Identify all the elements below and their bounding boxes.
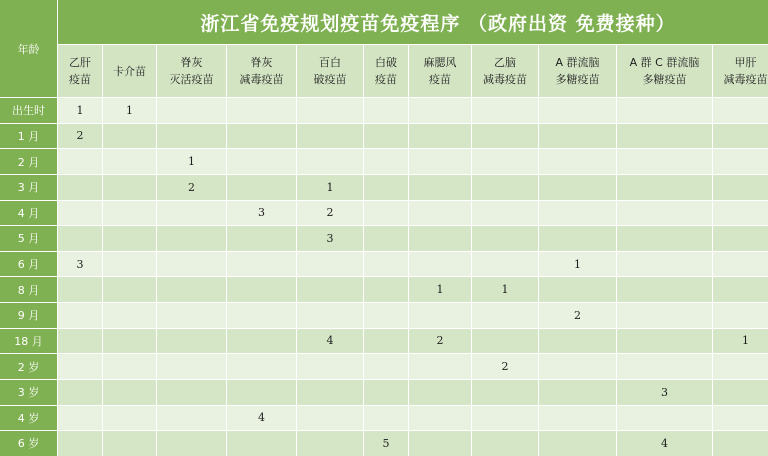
vaccine-name-line2: 破疫苗 <box>313 73 347 86</box>
dose-cell <box>58 201 102 226</box>
dose-cell <box>617 252 712 277</box>
dose-cell <box>472 329 538 354</box>
dose-cell <box>364 226 408 251</box>
dose-cell <box>364 354 408 379</box>
vaccine-column-header <box>364 45 408 97</box>
dose-cell <box>103 431 156 456</box>
dose-cell <box>103 124 156 149</box>
dose-cell <box>364 252 408 277</box>
dose-cell <box>103 149 156 174</box>
dose-cell <box>409 406 471 431</box>
dose-cell <box>58 226 102 251</box>
dose-cell <box>539 277 616 302</box>
dose-cell <box>103 252 156 277</box>
dose-cell <box>472 98 538 123</box>
dose-cell <box>364 329 408 354</box>
dose-cell <box>364 406 408 431</box>
dose-cell <box>472 201 538 226</box>
vaccine-name-line1: 脊灰 <box>250 56 273 69</box>
dose-cell <box>409 98 471 123</box>
dose-cell <box>157 406 226 431</box>
dose-cell <box>297 431 363 456</box>
dose-cell <box>409 252 471 277</box>
dose-cell <box>617 303 712 328</box>
age-label: 8 月 <box>0 277 57 302</box>
dose-cell <box>617 175 712 200</box>
dose-cell <box>539 329 616 354</box>
dose-cell <box>58 303 102 328</box>
age-label: 5 月 <box>0 226 57 251</box>
dose-cell <box>409 201 471 226</box>
dose-cell <box>58 406 102 431</box>
dose-cell <box>58 149 102 174</box>
dose-cell <box>539 175 616 200</box>
age-column-header: 年龄 <box>0 0 57 97</box>
vaccine-column-header <box>157 45 226 97</box>
dose-cell: 1 <box>58 98 102 123</box>
dose-cell <box>364 149 408 174</box>
age-label: 2 月 <box>0 149 57 174</box>
dose-cell <box>157 124 226 149</box>
dose-cell <box>103 303 156 328</box>
dose-cell <box>58 329 102 354</box>
vaccine-column-header <box>539 45 616 97</box>
dose-cell <box>713 354 768 379</box>
age-label: 4 岁 <box>0 406 57 431</box>
dose-cell <box>713 201 768 226</box>
vaccine-column-header <box>58 45 102 97</box>
dose-cell <box>617 406 712 431</box>
dose-cell <box>103 175 156 200</box>
dose-cell <box>472 303 538 328</box>
dose-cell: 1 <box>157 149 226 174</box>
dose-cell: 1 <box>713 329 768 354</box>
dose-cell <box>539 149 616 174</box>
dose-cell <box>297 124 363 149</box>
dose-cell: 1 <box>539 252 616 277</box>
dose-cell <box>364 380 408 405</box>
dose-cell <box>157 226 226 251</box>
dose-cell <box>617 201 712 226</box>
age-label: 2 岁 <box>0 354 57 379</box>
dose-cell <box>539 354 616 379</box>
dose-cell <box>472 124 538 149</box>
vaccine-name-line2: 灭活疫苗 <box>169 73 214 86</box>
dose-cell <box>617 329 712 354</box>
vaccine-name-line1: A 群流脑 <box>555 56 600 69</box>
dose-cell <box>713 175 768 200</box>
dose-cell <box>227 431 296 456</box>
age-label: 18 月 <box>0 329 57 354</box>
dose-cell <box>472 175 538 200</box>
dose-cell <box>472 380 538 405</box>
vaccine-name-line2: 减毒疫苗 <box>723 73 768 86</box>
vaccine-name-line2: 多糖疫苗 <box>642 73 687 86</box>
dose-cell <box>617 226 712 251</box>
dose-cell <box>227 175 296 200</box>
dose-cell <box>227 252 296 277</box>
dose-cell <box>472 226 538 251</box>
dose-cell <box>539 431 616 456</box>
dose-cell <box>58 175 102 200</box>
vaccine-name-line1: 百白 <box>319 56 341 69</box>
dose-cell <box>472 252 538 277</box>
vaccine-name-line2: 疫苗 <box>375 73 397 86</box>
dose-cell <box>617 149 712 174</box>
dose-cell: 4 <box>297 329 363 354</box>
dose-cell: 1 <box>103 98 156 123</box>
dose-cell <box>713 431 768 456</box>
dose-cell <box>713 149 768 174</box>
vaccine-name-line2: 减毒疫苗 <box>483 73 527 86</box>
dose-cell <box>472 406 538 431</box>
dose-cell <box>297 354 363 379</box>
dose-cell: 2 <box>539 303 616 328</box>
dose-cell <box>227 226 296 251</box>
dose-cell <box>157 303 226 328</box>
vaccine-column-header <box>713 45 768 97</box>
age-label: 3 月 <box>0 175 57 200</box>
dose-cell <box>297 98 363 123</box>
dose-cell <box>58 380 102 405</box>
dose-cell <box>713 226 768 251</box>
dose-cell: 1 <box>297 175 363 200</box>
dose-cell <box>617 98 712 123</box>
dose-cell: 2 <box>297 201 363 226</box>
dose-cell <box>713 303 768 328</box>
vaccine-name-line2: 多糖疫苗 <box>555 73 600 86</box>
vaccine-column-header <box>227 45 296 97</box>
vaccine-column-header <box>617 45 712 97</box>
dose-cell <box>409 431 471 456</box>
dose-cell <box>227 124 296 149</box>
dose-cell <box>297 380 363 405</box>
dose-cell <box>364 201 408 226</box>
vaccine-name-line2: 疫苗 <box>69 73 91 86</box>
vaccine-column-header <box>297 45 363 97</box>
dose-cell: 3 <box>58 252 102 277</box>
vaccine-column-header <box>103 45 156 97</box>
dose-cell <box>409 175 471 200</box>
dose-cell <box>409 354 471 379</box>
dose-cell <box>409 124 471 149</box>
dose-cell <box>103 277 156 302</box>
vaccine-name-line1: 乙脑 <box>494 56 516 69</box>
vaccine-name-line1: A 群 C 群流脑 <box>629 56 700 69</box>
dose-cell <box>539 406 616 431</box>
vaccine-column-header <box>472 45 538 97</box>
dose-cell <box>157 201 226 226</box>
dose-cell <box>103 406 156 431</box>
dose-cell <box>713 277 768 302</box>
dose-cell: 1 <box>409 277 471 302</box>
dose-cell: 3 <box>227 201 296 226</box>
dose-cell <box>409 226 471 251</box>
dose-cell <box>58 354 102 379</box>
dose-cell: 2 <box>58 124 102 149</box>
dose-cell <box>409 149 471 174</box>
vaccine-name-line1: 甲肝 <box>734 56 757 69</box>
dose-cell <box>227 98 296 123</box>
dose-cell: 2 <box>472 354 538 379</box>
dose-cell: 2 <box>157 175 226 200</box>
dose-cell <box>617 354 712 379</box>
dose-cell <box>227 354 296 379</box>
vaccine-name-line2: 减毒疫苗 <box>239 73 284 86</box>
vaccine-name-line1: 白破 <box>375 56 397 69</box>
dose-cell <box>157 329 226 354</box>
dose-cell <box>364 98 408 123</box>
dose-cell <box>364 303 408 328</box>
dose-cell <box>539 201 616 226</box>
dose-cell <box>539 124 616 149</box>
dose-cell <box>364 175 408 200</box>
dose-cell: 4 <box>617 431 712 456</box>
dose-cell <box>364 277 408 302</box>
dose-cell <box>297 277 363 302</box>
dose-cell <box>409 380 471 405</box>
dose-cell <box>472 431 538 456</box>
age-label: 6 岁 <box>0 431 57 456</box>
dose-cell: 3 <box>617 380 712 405</box>
dose-cell <box>103 226 156 251</box>
age-label: 9 月 <box>0 303 57 328</box>
dose-cell <box>713 124 768 149</box>
dose-cell: 5 <box>364 431 408 456</box>
dose-cell <box>713 252 768 277</box>
vaccine-name-line1: 麻腮风 <box>423 56 457 69</box>
vaccine-column-header <box>409 45 471 97</box>
vaccine-name-line2: 疫苗 <box>429 73 451 86</box>
dose-cell <box>103 354 156 379</box>
dose-cell <box>617 124 712 149</box>
age-label: 出生时 <box>0 98 57 123</box>
vaccine-name-line1: 脊灰 <box>180 56 203 69</box>
dose-cell <box>297 149 363 174</box>
dose-cell <box>227 329 296 354</box>
dose-cell <box>227 149 296 174</box>
dose-cell <box>157 98 226 123</box>
dose-cell <box>617 277 712 302</box>
dose-cell <box>409 303 471 328</box>
table-title: 浙江省免疫规划疫苗免疫程序 （政府出资 免费接种） <box>58 0 768 44</box>
dose-cell <box>297 252 363 277</box>
dose-cell <box>297 303 363 328</box>
dose-cell <box>157 252 226 277</box>
dose-cell <box>713 98 768 123</box>
vaccine-name-line1: 乙肝 <box>69 56 91 69</box>
dose-cell: 4 <box>227 406 296 431</box>
dose-cell <box>157 431 226 456</box>
dose-cell <box>227 277 296 302</box>
dose-cell <box>58 431 102 456</box>
dose-cell <box>297 406 363 431</box>
age-label: 4 月 <box>0 201 57 226</box>
age-label: 3 岁 <box>0 380 57 405</box>
dose-cell <box>103 201 156 226</box>
dose-cell <box>713 406 768 431</box>
age-label: 1 月 <box>0 124 57 149</box>
dose-cell <box>58 277 102 302</box>
dose-cell <box>103 329 156 354</box>
dose-cell <box>539 226 616 251</box>
dose-cell <box>103 380 156 405</box>
dose-cell <box>539 380 616 405</box>
dose-cell <box>472 149 538 174</box>
dose-cell <box>539 98 616 123</box>
dose-cell <box>227 303 296 328</box>
dose-cell <box>713 380 768 405</box>
vaccine-name-line1: 卡介苗 <box>113 64 146 78</box>
dose-cell <box>157 380 226 405</box>
dose-cell <box>364 124 408 149</box>
age-label: 6 月 <box>0 252 57 277</box>
dose-cell: 1 <box>472 277 538 302</box>
dose-cell <box>157 354 226 379</box>
dose-cell: 2 <box>409 329 471 354</box>
dose-cell <box>227 380 296 405</box>
dose-cell: 3 <box>297 226 363 251</box>
dose-cell <box>157 277 226 302</box>
